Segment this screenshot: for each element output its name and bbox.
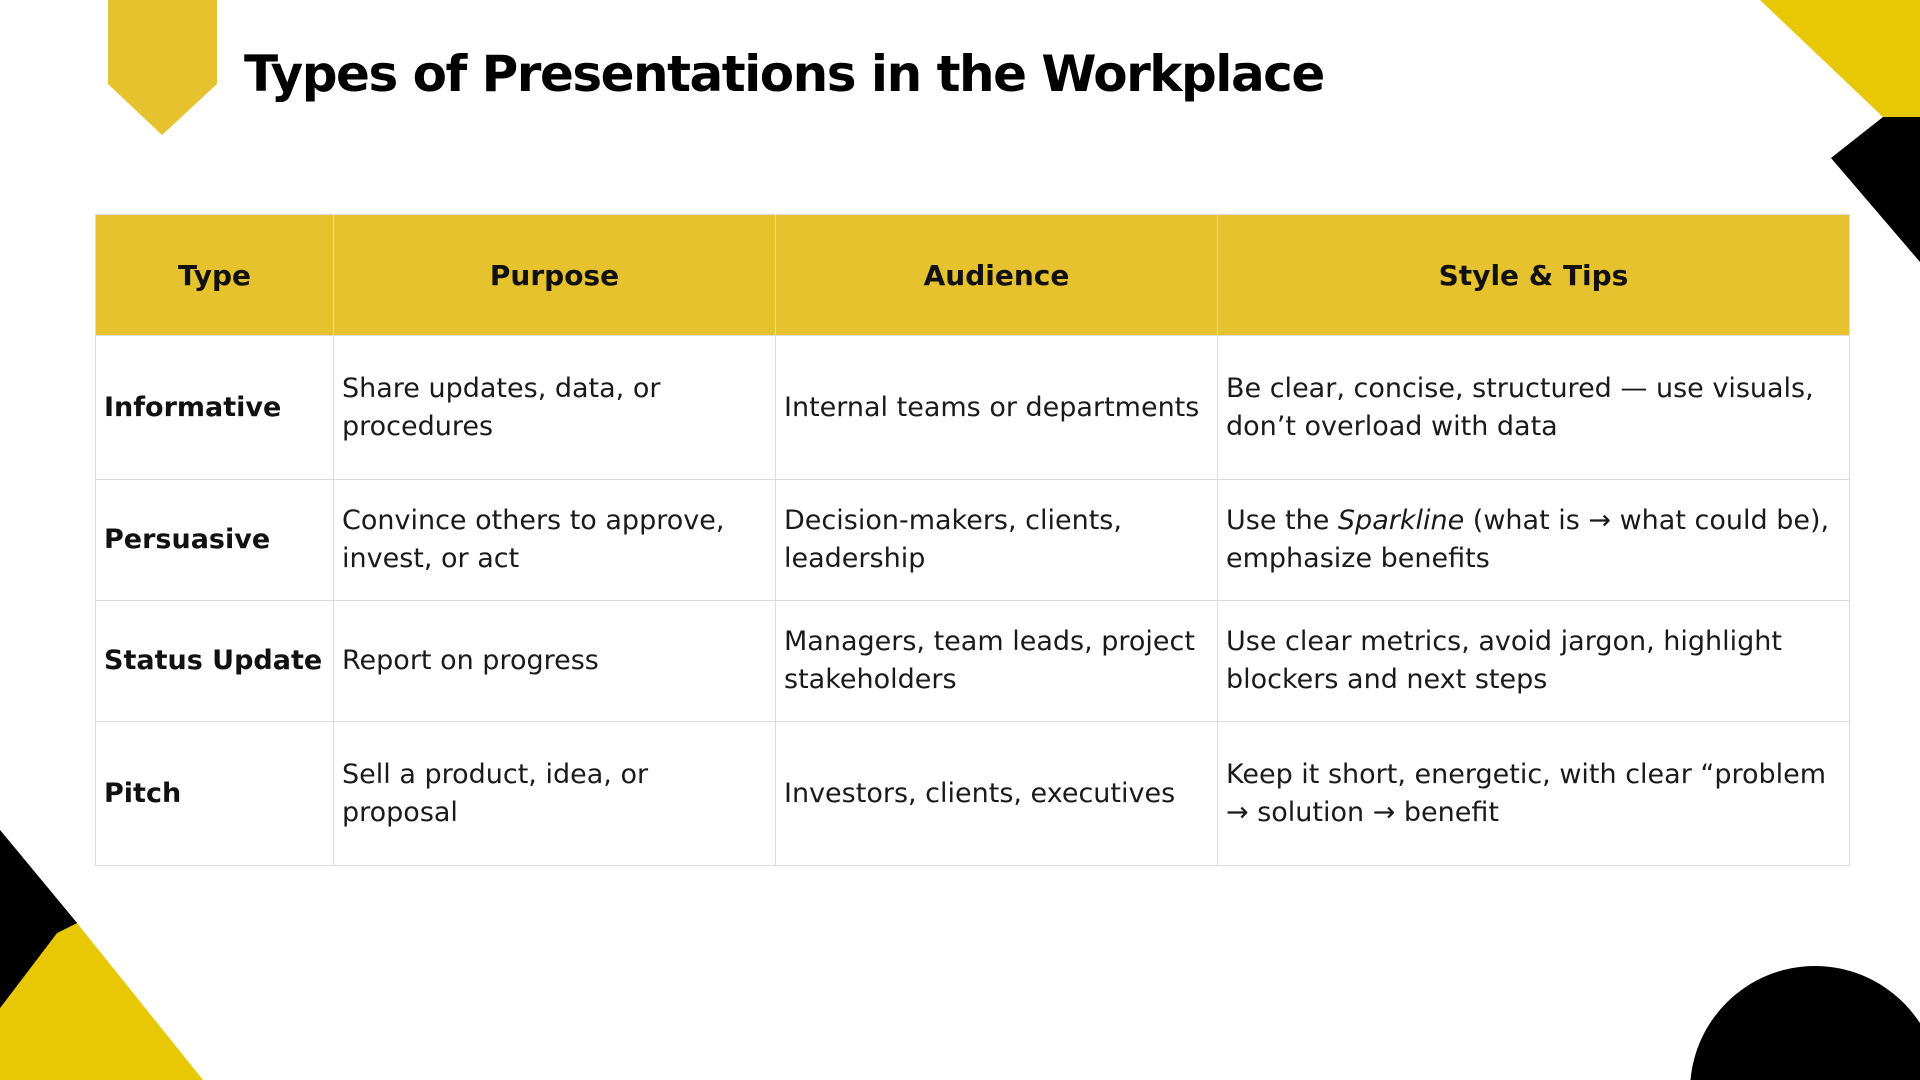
purpose-cell: Sell a product, idea, or proposal bbox=[334, 722, 776, 866]
bottom-right-circle-decoration bbox=[1690, 966, 1920, 1080]
header-type: Type bbox=[96, 215, 334, 336]
style-cell: Be clear, concise, structured — use visuals, don’t overload with data bbox=[1218, 336, 1850, 480]
type-cell: Persuasive bbox=[96, 480, 334, 601]
audience-cell: Investors, clients, executives bbox=[776, 722, 1218, 866]
presentation-types-table bbox=[95, 214, 1850, 866]
style-text-suffix: (what is → what could be), emphasize benefits bbox=[1226, 505, 1830, 574]
type-cell: Informative bbox=[96, 336, 334, 480]
purpose-cell: Report on progress bbox=[334, 601, 776, 722]
table-row bbox=[96, 480, 1850, 601]
table-row bbox=[96, 336, 1850, 480]
title-bookmark-shape bbox=[108, 0, 217, 135]
header-purpose: Purpose bbox=[334, 215, 776, 336]
audience-cell: Managers, team leads, project stakeholders bbox=[776, 601, 1218, 722]
table-row bbox=[96, 601, 1850, 722]
purpose-cell: Share updates, data, or procedures bbox=[334, 336, 776, 480]
purpose-cell: Convince others to approve, invest, or act bbox=[334, 480, 776, 601]
bottom-left-corner-decoration bbox=[0, 830, 205, 1080]
header-style-tips: Style & Tips bbox=[1218, 215, 1850, 336]
header-audience: Audience bbox=[776, 215, 1218, 336]
style-cell: Use clear metrics, avoid jargon, highlight blockers and next steps bbox=[1218, 601, 1850, 722]
style-cell: Keep it short, energetic, with clear “problem → solution → benefit bbox=[1218, 722, 1850, 866]
page-title: Types of Presentations in the Workplace bbox=[244, 45, 1324, 103]
table-row bbox=[96, 722, 1850, 866]
table-header-row bbox=[96, 215, 1850, 336]
sparkline-term: Sparkline bbox=[1337, 505, 1465, 536]
style-cell bbox=[1218, 480, 1850, 601]
type-cell: Status Update bbox=[96, 601, 334, 722]
type-cell: Pitch bbox=[96, 722, 334, 866]
audience-cell: Internal teams or departments bbox=[776, 336, 1218, 480]
audience-cell: Decision-makers, clients, leadership bbox=[776, 480, 1218, 601]
style-text-prefix: Use the bbox=[1226, 505, 1338, 536]
